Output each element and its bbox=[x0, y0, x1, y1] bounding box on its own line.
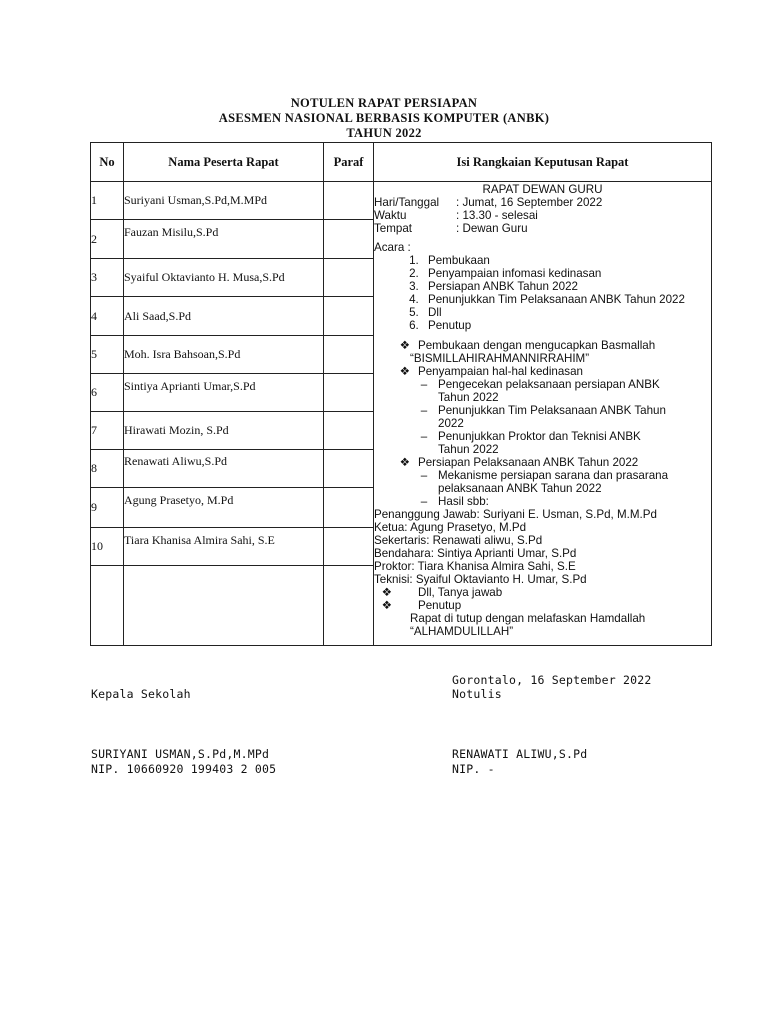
sub-item: – Hasil sbb: bbox=[410, 495, 711, 508]
table-row bbox=[91, 182, 712, 220]
participant-name: Moh. Isra Bahsoan,S.Pd bbox=[124, 336, 324, 374]
principal-nip: NIP. 10660920 199403 2 005 bbox=[91, 762, 277, 776]
dash-bullet-icon: – bbox=[420, 430, 428, 443]
bullet-kedinasan: ❖ Penyampaian hal-hal kedinasan bbox=[374, 365, 711, 378]
table-header-row bbox=[91, 143, 712, 182]
row-number: 5 bbox=[91, 336, 124, 374]
paraf-cell bbox=[324, 259, 374, 297]
agenda-item: 2. Penyampaian infomasi kedinasan bbox=[422, 267, 711, 280]
role-line: Ketua: Agung Prasetyo, M.Pd bbox=[374, 521, 527, 534]
row-number: 7 bbox=[91, 412, 124, 450]
paraf-cell bbox=[324, 297, 374, 336]
date-value: : Jumat, 16 September 2022 bbox=[456, 196, 603, 209]
row-number: 9 bbox=[91, 488, 124, 528]
place-line bbox=[374, 222, 711, 235]
notulis-title: Notulis bbox=[452, 687, 502, 701]
participant-name: Tiara Khanisa Almira Sahi, S.E bbox=[124, 528, 324, 566]
participant-name: Ali Saad,S.Pd bbox=[124, 297, 324, 336]
diamond-bullet-icon: ❖ bbox=[399, 339, 410, 352]
sub-item: – Penunjukkan Tim Pelaksanaan ANBK Tahun bbox=[410, 404, 711, 417]
role-line: Bendahara: Sintiya Aprianti Umar, S.Pd bbox=[374, 547, 577, 560]
bullet-opening: ❖ Pembukaan dengan mengucapkan Basmallah bbox=[374, 339, 711, 352]
minutes-table bbox=[90, 142, 712, 646]
participant-name: Fauzan Misilu,S.Pd bbox=[124, 220, 324, 259]
place-value: : Dewan Guru bbox=[456, 222, 528, 235]
diamond-bullet-icon: ❖ bbox=[399, 456, 410, 469]
date-line bbox=[374, 196, 711, 209]
diamond-bullet-icon: ❖ bbox=[381, 599, 392, 612]
participant-name: Suriyani Usman,S.Pd,M.MPd bbox=[124, 182, 324, 220]
column-header-content: Isi Rangkaian Keputusan Rapat bbox=[374, 143, 712, 182]
role-line: Proktor: Tiara Khanisa Almira Sahi, S.E bbox=[374, 560, 576, 573]
time-value: : 13.30 - selesai bbox=[456, 209, 538, 222]
role-line: Penanggung Jawab: Suriyani E. Usman, S.Pd, M.M.Pd bbox=[374, 508, 657, 521]
agenda-item: 6. Penutup bbox=[422, 319, 711, 332]
row-number: 2 bbox=[91, 220, 124, 259]
sub-item-continued: Tahun 2022 bbox=[438, 443, 499, 456]
participant-name: Agung Prasetyo, M.Pd bbox=[124, 488, 324, 528]
participant-name: Sintiya Aprianti Umar,S.Pd bbox=[124, 374, 324, 412]
agenda-label: Acara : bbox=[374, 241, 411, 254]
paraf-cell bbox=[324, 528, 374, 566]
row-number: 10 bbox=[91, 528, 124, 566]
paraf-cell bbox=[324, 182, 374, 220]
role-line: Teknisi: Syaiful Oktavianto H. Umar, S.Pd bbox=[374, 573, 587, 586]
row-number: 6 bbox=[91, 374, 124, 412]
role-line: Sekertaris: Renawati aliwu, S.Pd bbox=[374, 534, 543, 547]
paraf-cell bbox=[324, 374, 374, 412]
sub-item-continued: pelaksanaan ANBK Tahun 2022 bbox=[438, 482, 602, 495]
column-header-paraf: Paraf bbox=[324, 143, 374, 182]
participant-name: Syaiful Oktavianto H. Musa,S.Pd bbox=[124, 259, 324, 297]
meeting-content bbox=[374, 182, 712, 646]
dash-bullet-icon: – bbox=[420, 378, 428, 391]
paraf-cell bbox=[324, 220, 374, 259]
doc-title-line3: TAHUN 2022 bbox=[346, 126, 422, 140]
bullet-persiapan: ❖ Persiapan Pelaksanaan ANBK Tahun 2022 bbox=[374, 456, 711, 469]
dash-bullet-icon: – bbox=[420, 404, 428, 417]
sub-item: – Mekanisme persiapan sarana dan prasarana bbox=[410, 469, 711, 482]
paraf-cell bbox=[324, 450, 374, 488]
sub-item-continued: Tahun 2022 bbox=[438, 391, 499, 404]
participant-name: Renawati Aliwu,S.Pd bbox=[124, 450, 324, 488]
agenda-item: 4. Penunjukkan Tim Pelaksanaan ANBK Tahun 2022 bbox=[422, 293, 711, 306]
sub-item: – Penunjukkan Proktor dan Teknisi ANBK bbox=[410, 430, 711, 443]
column-header-name: Nama Peserta Rapat bbox=[124, 143, 324, 182]
time-label: Waktu bbox=[374, 209, 407, 222]
content-heading: RAPAT DEWAN GURU bbox=[482, 183, 603, 196]
agenda-item: 1. Pembukaan bbox=[422, 254, 711, 267]
agenda-item: 3. Persiapan ANBK Tahun 2022 bbox=[422, 280, 711, 293]
opening-quote: “BISMILLAHIRAHMANNIRRAHIM” bbox=[410, 352, 590, 365]
agenda-list bbox=[374, 254, 711, 332]
diamond-bullet-icon: ❖ bbox=[399, 365, 410, 378]
time-line bbox=[374, 209, 711, 222]
row-number: 1 bbox=[91, 182, 124, 220]
principal-title: Kepala Sekolah bbox=[91, 687, 191, 701]
column-header-no: No bbox=[91, 143, 124, 182]
participant-name: Hirawati Mozin, S.Pd bbox=[124, 412, 324, 450]
diamond-bullet-icon: ❖ bbox=[381, 586, 392, 599]
paraf-cell bbox=[324, 336, 374, 374]
dash-bullet-icon: – bbox=[420, 495, 428, 508]
paraf-cell bbox=[324, 412, 374, 450]
notulis-name: RENAWATI ALIWU,S.Pd bbox=[452, 747, 588, 761]
row-number: 3 bbox=[91, 259, 124, 297]
place-date: Gorontalo, 16 September 2022 bbox=[452, 673, 652, 687]
bullet-closing: ❖ Penutup bbox=[374, 599, 711, 612]
closing-line: Rapat di tutup dengan melafaskan Hamdallah bbox=[410, 612, 646, 625]
sub-item-continued: 2022 bbox=[438, 417, 464, 430]
doc-title-line2: ASESMEN NASIONAL BERBASIS KOMPUTER (ANBK) bbox=[218, 111, 550, 125]
dash-bullet-icon: – bbox=[420, 469, 428, 482]
sub-item: – Pengecekan pelaksanaan persiapan ANBK bbox=[410, 378, 711, 391]
bullet-dll: ❖ Dll, Tanya jawab bbox=[374, 586, 711, 599]
place-label: Tempat bbox=[374, 222, 413, 235]
principal-name: SURIYANI USMAN,S.Pd,M.MPd bbox=[91, 747, 270, 761]
notulis-nip: NIP. - bbox=[452, 762, 495, 776]
row-number: 8 bbox=[91, 450, 124, 488]
paraf-cell bbox=[324, 488, 374, 528]
date-label: Hari/Tanggal bbox=[374, 196, 440, 209]
row-number: 4 bbox=[91, 297, 124, 336]
doc-title-line1: NOTULEN RAPAT PERSIAPAN bbox=[290, 96, 478, 110]
closing-quote: “ALHAMDULILLAH” bbox=[410, 625, 514, 638]
agenda-item: 5. Dll bbox=[422, 306, 711, 319]
